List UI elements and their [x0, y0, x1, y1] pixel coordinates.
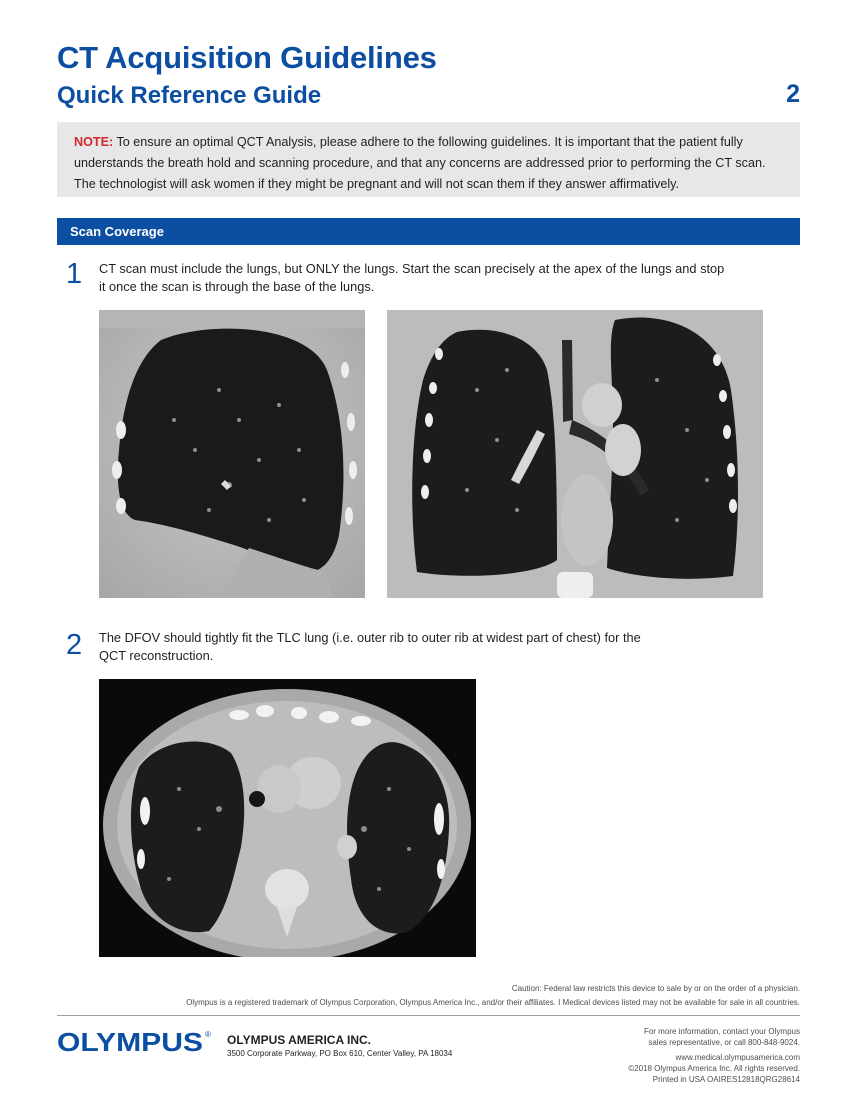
company-address: 3500 Corporate Parkway, PO Box 610, Center Valley, PA 18034 — [227, 1049, 453, 1058]
registered-mark: ® — [205, 1030, 211, 1039]
company-name: OLYMPUS AMERICA INC. — [227, 1033, 372, 1047]
step-text-line: The DFOV should tightly fit the TLC lung (i.e. outer rib to outer rib at widest part of chest) for the — [99, 630, 641, 645]
trademark-text: Olympus is a registered trademark of Olympus Corporation, Olympus America Inc., and/or their affiliates. I Medical devices listed may not be available for sale in all countries. — [186, 998, 800, 1007]
note-text: To ensure an optimal QCT Analysis, please adhere to the following guidelines. It is important that the patient fully understands the breath hold and scanning procedure, and that any concerns are addressed prior to performing the CT scan. The technologist will ask women if they might be pregnant and will not scan them if they answer affirmatively. — [74, 135, 766, 191]
olympus-logo — [57, 1025, 217, 1064]
print-code: Printed in USA OAIRES12818QRG28614 — [652, 1075, 800, 1084]
page-subtitle: Quick Reference Guide — [57, 82, 322, 109]
caution-text: Caution: Federal law restricts this device to sale by or on the order of a physician. — [511, 984, 800, 993]
section-header-scan-coverage: Scan Coverage — [57, 218, 800, 245]
copyright-text: ©2018 Olympus America Inc. All rights reserved. — [628, 1064, 800, 1073]
page-number: 2 — [786, 80, 800, 108]
website-link[interactable]: www.medical.olympusamerica.com — [675, 1053, 800, 1062]
page-title: CT Acquisition Guidelines — [57, 40, 437, 75]
note-label: NOTE: — [74, 135, 114, 149]
axial-ct-lung-image — [99, 679, 476, 957]
contact-line: sales representative, or call 800-848-9024. — [648, 1038, 800, 1047]
footer-divider — [57, 1015, 800, 1016]
step-number: 2 — [66, 629, 83, 661]
coronal-ct-lung-image — [387, 310, 763, 598]
step-text — [99, 629, 641, 665]
note-box — [57, 122, 800, 197]
contact-line: For more information, contact your Olympus — [643, 1027, 800, 1036]
step-text-line: it once the scan is through the base of the lungs. — [99, 279, 375, 294]
step-text-line: CT scan must include the lungs, but ONLY the lungs. Start the scan precisely at the apex of the lungs and stop — [99, 261, 725, 276]
sagittal-ct-lung-image — [99, 310, 365, 598]
step-number: 1 — [66, 258, 83, 290]
logo-wordmark: OLYMPUS — [57, 1027, 203, 1057]
step-text — [99, 260, 724, 296]
step-text-line: QCT reconstruction. — [99, 648, 214, 663]
